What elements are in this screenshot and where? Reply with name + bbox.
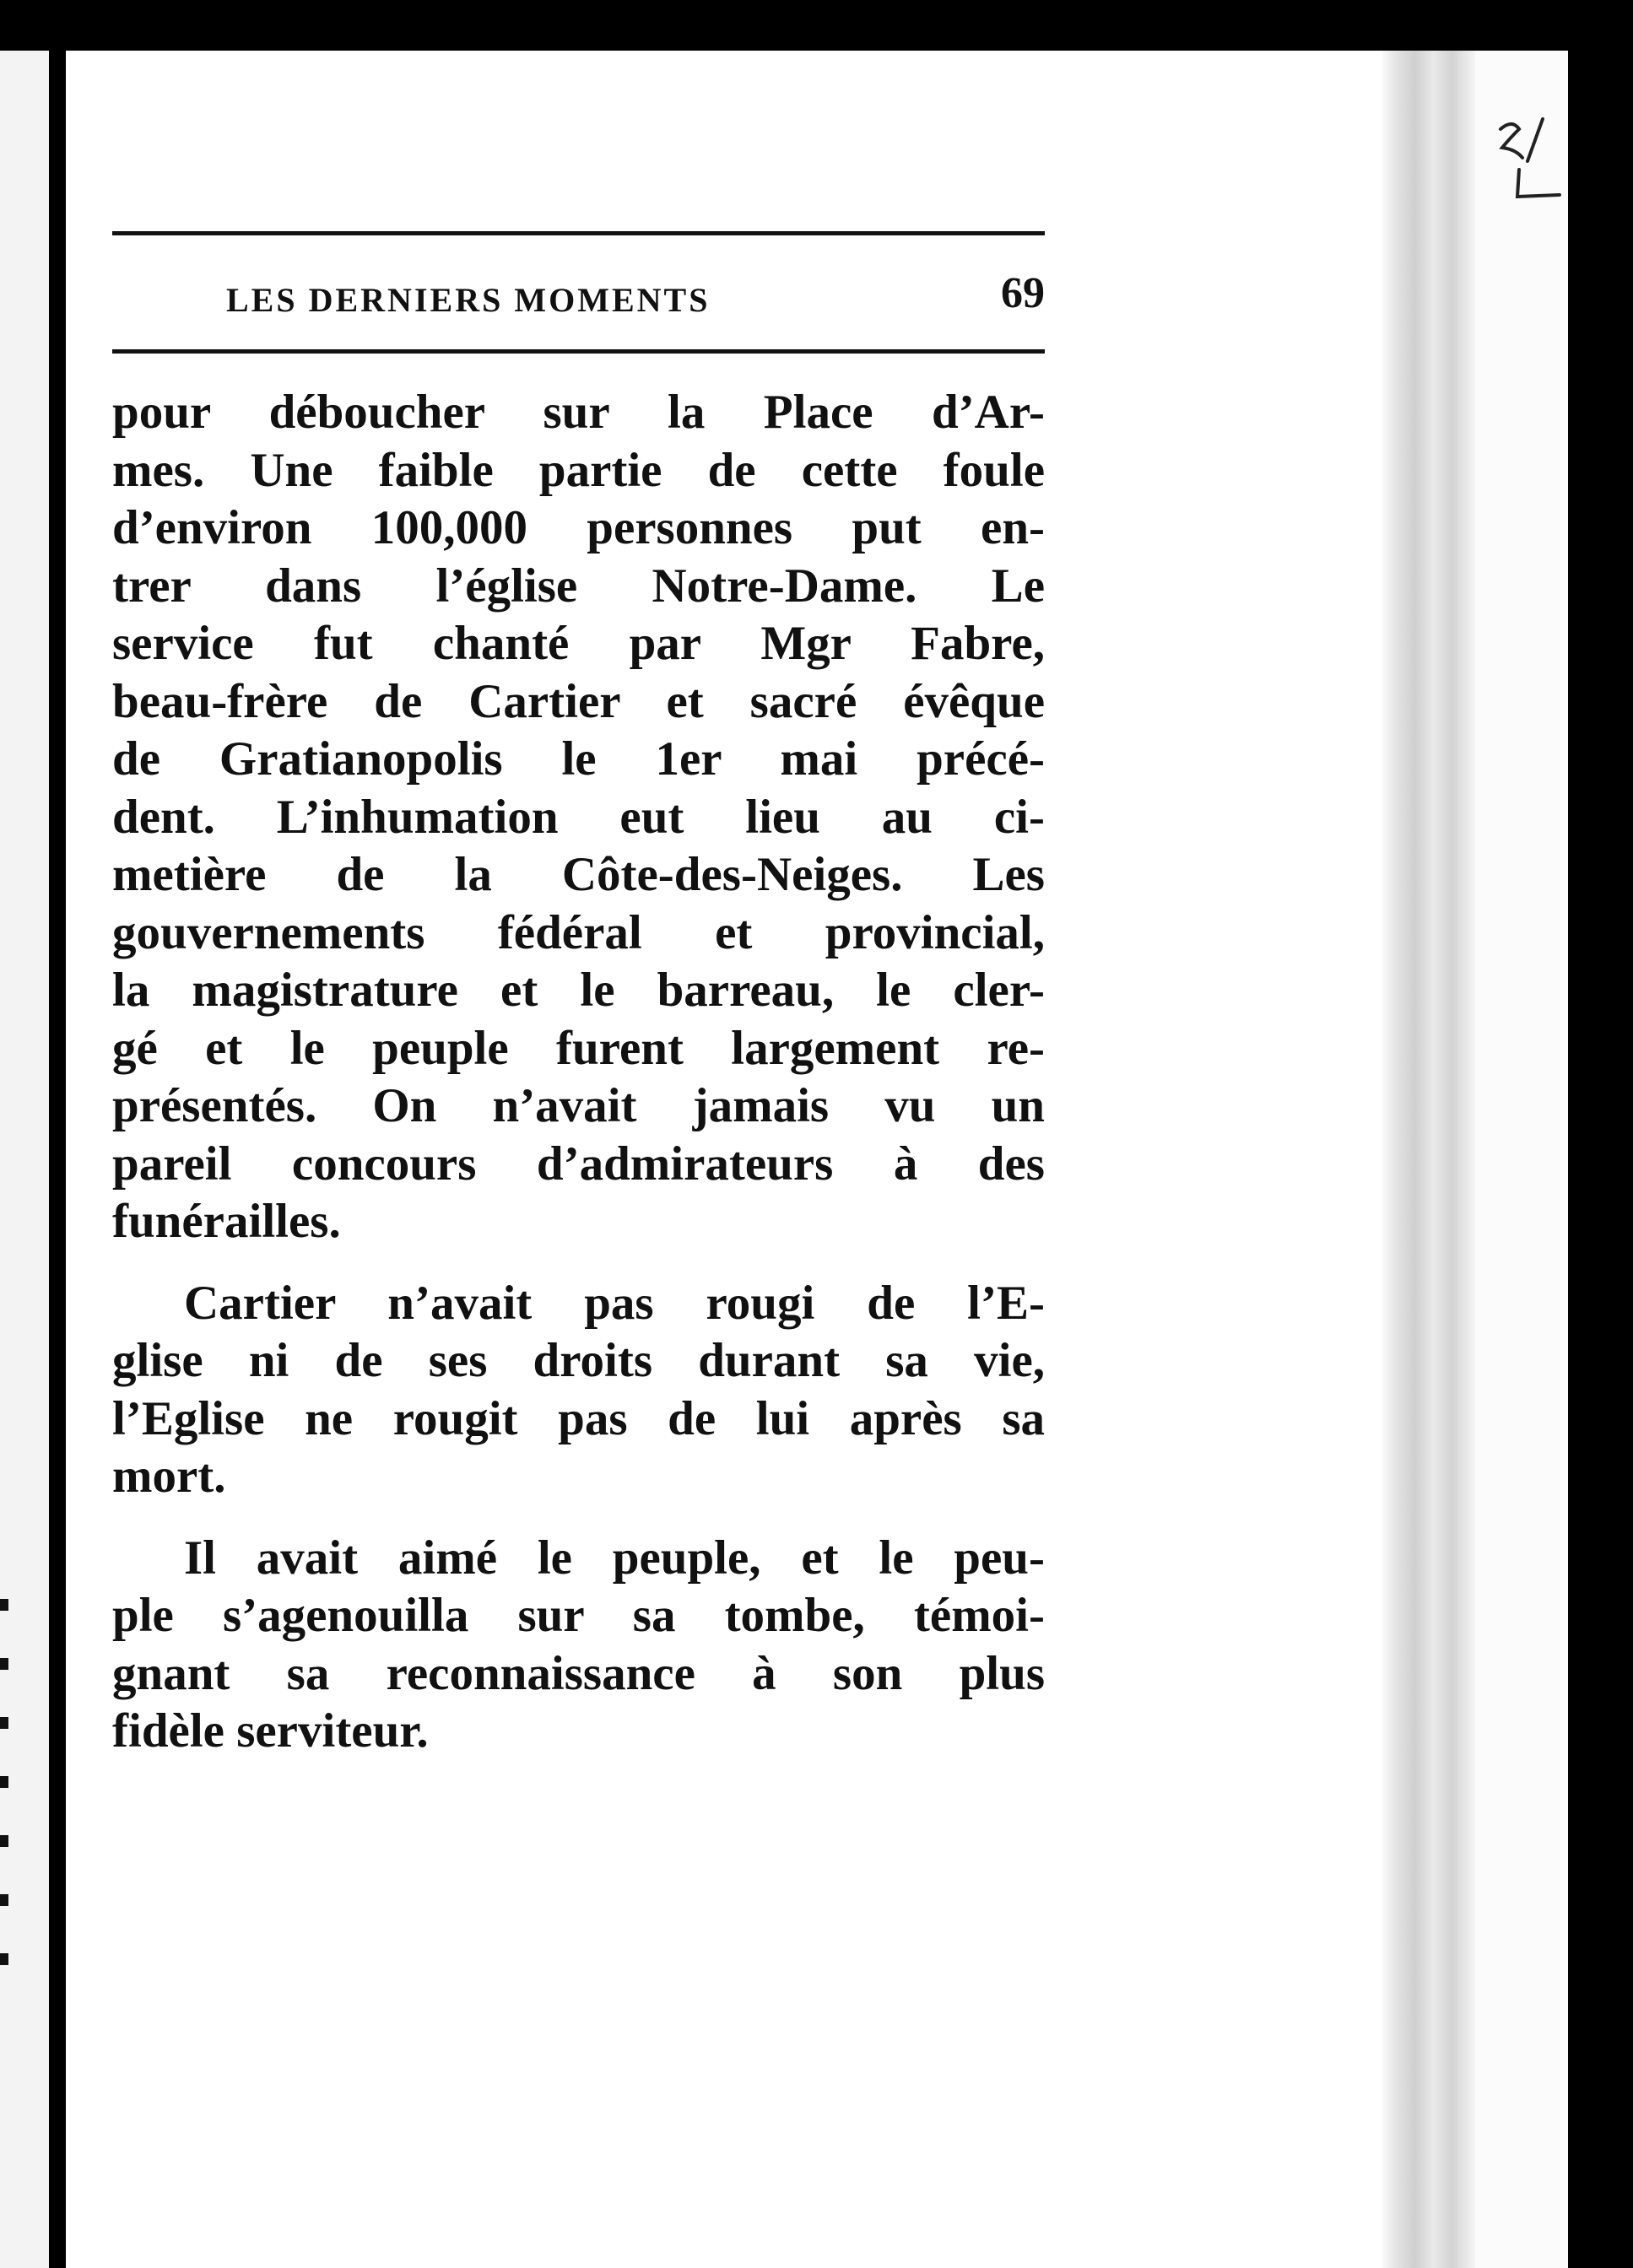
edge-mark [0,1894,8,1906]
text-line: service fut chanté par Mgr Fabre, [112,617,1045,670]
text-line: ple s’agenouilla sur sa tombe, témoi- [112,1589,1045,1642]
edge-mark [0,1599,8,1611]
edge-mark [0,1835,8,1847]
text-line: funérailles. [112,1195,341,1248]
header-rule-bottom [112,349,1045,354]
text-line: gnant sa reconnaissance à son plus [112,1646,1045,1700]
text-line: gé et le peuple furent largement re- [112,1021,1045,1075]
book-page [66,51,1568,2268]
text-line: glise ni de ses droits durant sa vie, [112,1334,1045,1387]
text-line: la magistrature et le barreau, le cler- [112,964,1045,1017]
text-line: d’environ 100,000 personnes put en- [112,501,1045,554]
text-line: gouvernements fédéral et provincial, [112,905,1045,959]
running-head [112,268,1045,327]
paragraph-3 [112,1530,1045,1761]
text-line: mort. [112,1450,226,1503]
text-line: pareil concours d’admirateurs à des [112,1137,1045,1191]
text-line: mes. Une faible partie de cette foule [112,443,1045,497]
text-line: fidèle serviteur. [112,1704,429,1758]
paragraph-2 [112,1275,1045,1506]
page-edge [1475,51,1568,2268]
text-line: dent. L’inhumation eut lieu au ci- [112,790,1045,844]
handwritten-shelfmark [1494,114,1561,215]
text-line: Cartier n’avait pas rougi de l’E- [184,1276,1045,1330]
text-line: metière de la Côte-des-Neiges. Les [112,848,1045,901]
edge-mark [0,1717,8,1729]
body-text [112,384,1045,1761]
paragraph-1 [112,384,1045,1251]
text-line: trer dans l’église Notre-Dame. Le [112,559,1045,613]
facing-page-edge [0,51,49,2268]
running-title: LES DERNIERS MOMENTS [226,281,711,319]
text-line: l’Eglise ne rougit pas de lui après sa [112,1391,1045,1445]
text-line: beau-frère de Cartier et sacré évêque [112,674,1045,728]
edge-mark [0,1658,8,1670]
edge-mark [0,1953,8,1965]
text-line: Il avait aimé le peuple, et le peu- [184,1531,1045,1585]
text-line: présentés. On n’avait jamais vu un [112,1079,1045,1132]
edge-mark [0,1776,8,1788]
text-line: de Gratianopolis le 1er mai précé- [112,732,1045,786]
page-number: 69 [1001,269,1045,317]
header-rule-top [112,231,1045,235]
binding-gutter [1382,51,1475,2268]
text-line: pour déboucher sur la Place d’Ar- [112,386,1045,439]
